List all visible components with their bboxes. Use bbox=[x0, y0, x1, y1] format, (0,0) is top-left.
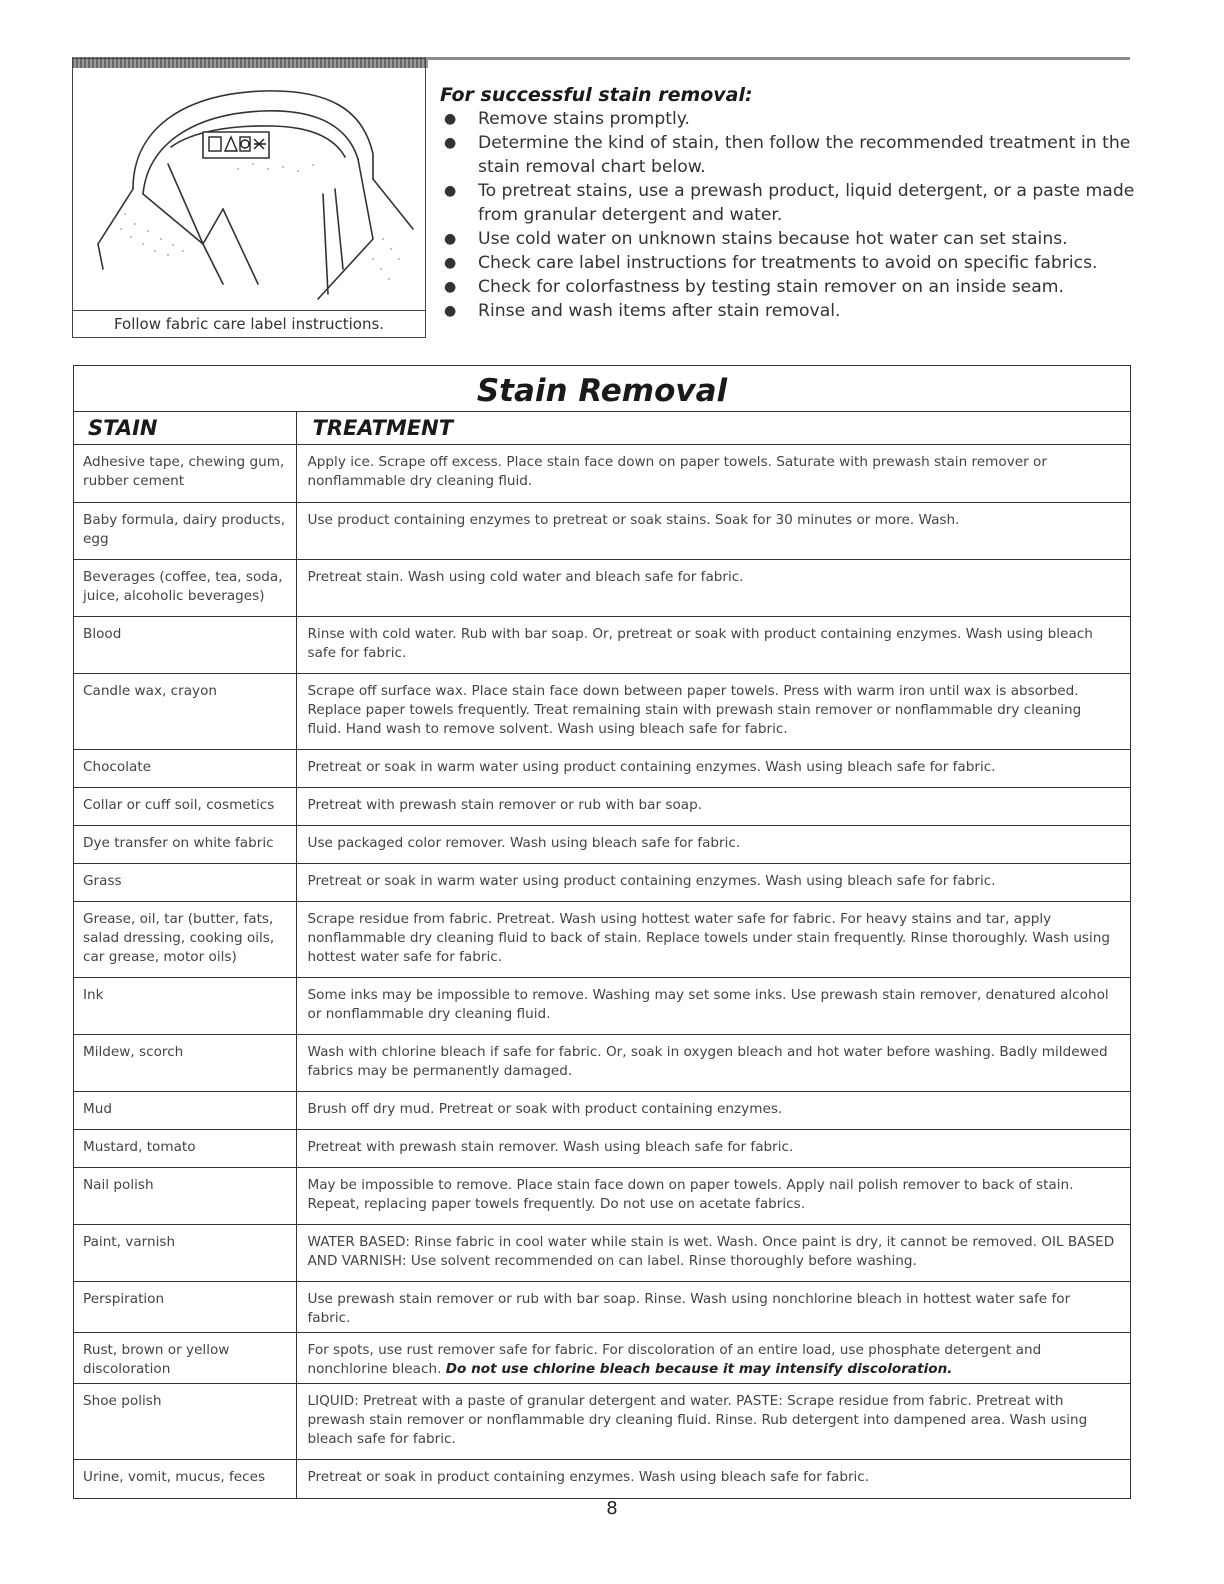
stain-cell: Adhesive tape, chewing gum, rubber cement bbox=[74, 445, 296, 503]
stain-cell: Blood bbox=[74, 617, 296, 674]
treatment-cell: Apply ice. Scrape off excess. Place stain face down on paper towels. Saturate with prewash stain remover or nonflammable dry cleaning fluid. bbox=[296, 445, 1130, 503]
header-stain: STAIN bbox=[74, 412, 296, 445]
table-header-row bbox=[74, 412, 1130, 445]
table-row bbox=[74, 978, 1130, 1035]
table-row bbox=[74, 1333, 1130, 1384]
table-row bbox=[74, 750, 1130, 788]
stain-cell: Grass bbox=[74, 864, 296, 902]
stain-cell: Urine, vomit, mucus, feces bbox=[74, 1460, 296, 1498]
tip-item: ● Use cold water on unknown stains because hot water can set stains. bbox=[444, 229, 1068, 249]
treatment-cell: Rinse with cold water. Rub with bar soap. Or, pretreat or soak with product containing enzymes. Wash using bleach safe for fabric. bbox=[296, 617, 1130, 674]
table-row bbox=[74, 1130, 1130, 1168]
treatment-cell: Pretreat stain. Wash using cold water and bleach safe for fabric. bbox=[296, 560, 1130, 617]
figure-caption: Follow fabric care label instructions. bbox=[73, 310, 425, 337]
stain-cell: Chocolate bbox=[74, 750, 296, 788]
treatment-cell: May be impossible to remove. Place stain face down on paper towels. Apply nail polish remover to back of stain. Repeat, replacing paper towels frequently. Do not use on acetate fabrics. bbox=[296, 1168, 1130, 1225]
tips-list bbox=[440, 107, 1140, 323]
tips-heading: For successful stain removal: bbox=[440, 84, 753, 106]
stain-cell: Mustard, tomato bbox=[74, 1130, 296, 1168]
bullet-icon: ● bbox=[444, 255, 457, 271]
table-title: Stain Removal bbox=[74, 366, 1130, 412]
table-row bbox=[74, 1384, 1130, 1460]
stain-cell: Nail polish bbox=[74, 1168, 296, 1225]
stain-cell: Paint, varnish bbox=[74, 1225, 296, 1282]
page-number: 8 bbox=[606, 1498, 618, 1519]
stain-cell: Perspiration bbox=[74, 1282, 296, 1333]
table-row bbox=[74, 1035, 1130, 1092]
stain-cell: Grease, oil, tar (butter, fats, salad dressing, cooking oils, car grease, motor oils) bbox=[74, 902, 296, 978]
stain-cell: Dye transfer on white fabric bbox=[74, 826, 296, 864]
table-row bbox=[74, 1092, 1130, 1130]
treatment-cell: Pretreat or soak in warm water using product containing enzymes. Wash using bleach safe for fabric. bbox=[296, 750, 1130, 788]
bullet-icon: ● bbox=[444, 231, 457, 247]
table-row bbox=[74, 1282, 1130, 1333]
treatment-cell: WATER BASED: Rinse fabric in cool water while stain is wet. Wash. Once paint is dry, it cannot be removed. OIL BASED AND VARNISH: Use solvent recommended on can label. Rinse thoroughly before washing. bbox=[296, 1225, 1130, 1282]
treatment-cell: Pretreat or soak in warm water using product containing enzymes. Wash using bleach safe for fabric. bbox=[296, 864, 1130, 902]
treatment-cell: Some inks may be impossible to remove. Washing may set some inks. Use prewash stain remover, denatured alcohol or nonflammable dry cleaning fluid. bbox=[296, 978, 1130, 1035]
treatment-cell: Use product containing enzymes to pretreat or soak stains. Soak for 30 minutes or more. Wash. bbox=[296, 503, 1130, 560]
bullet-icon: ● bbox=[444, 111, 457, 127]
stain-table bbox=[74, 412, 1130, 1498]
table-row bbox=[74, 503, 1130, 560]
bullet-icon: ● bbox=[444, 303, 457, 319]
stain-cell: Beverages (coffee, tea, soda, juice, alcoholic beverages) bbox=[74, 560, 296, 617]
care-label-figure bbox=[72, 58, 426, 338]
treatment-cell: Pretreat with prewash stain remover. Wash using bleach safe for fabric. bbox=[296, 1130, 1130, 1168]
stain-cell: Mildew, scorch bbox=[74, 1035, 296, 1092]
table-row bbox=[74, 445, 1130, 503]
treatment-cell: Pretreat with prewash stain remover or rub with bar soap. bbox=[296, 788, 1130, 826]
bullet-icon: ● bbox=[444, 135, 457, 151]
table-row bbox=[74, 826, 1130, 864]
bullet-icon: ● bbox=[444, 279, 457, 295]
table-row bbox=[74, 560, 1130, 617]
stain-removal-tips bbox=[440, 84, 1140, 323]
table-row bbox=[74, 902, 1130, 978]
tip-item: ● Remove stains promptly. bbox=[444, 109, 690, 129]
table-row bbox=[74, 1225, 1130, 1282]
stain-cell: Collar or cuff soil, cosmetics bbox=[74, 788, 296, 826]
tip-item: ● Determine the kind of stain, then follow the recommended treatment in the stain removal chart below. bbox=[444, 133, 1131, 177]
table-row bbox=[74, 617, 1130, 674]
table-row bbox=[74, 1168, 1130, 1225]
stain-cell: Baby formula, dairy products, egg bbox=[74, 503, 296, 560]
stain-removal-table bbox=[73, 365, 1131, 1499]
treatment-cell: Pretreat or soak in product containing enzymes. Wash using bleach safe for fabric. bbox=[296, 1460, 1130, 1498]
tip-item: ● Check care label instructions for treatments to avoid on specific fabrics. bbox=[444, 253, 1098, 273]
table-row bbox=[74, 1460, 1130, 1498]
shirt-collar-care-label-icon bbox=[73, 69, 425, 313]
header-treatment: TREATMENT bbox=[296, 412, 1130, 445]
treatment-cell: LIQUID: Pretreat with a paste of granular detergent and water. PASTE: Scrape residue from fabric. Pretreat with prewash stain remover or nonflammable dry cleaning fluid. Rinse. Rub detergent into dampened area. Wash using bleach safe for fabric. bbox=[296, 1384, 1130, 1460]
treatment-cell: Scrape residue from fabric. Pretreat. Wash using hottest water safe for fabric. For heavy stains and tar, apply nonflammable dry cleaning fluid to back of stain. Replace towels under stain frequently. Rinse thoroughly. Wash using hottest water safe for fabric. bbox=[296, 902, 1130, 978]
stain-cell: Shoe polish bbox=[74, 1384, 296, 1460]
stain-cell: Mud bbox=[74, 1092, 296, 1130]
stain-cell: Candle wax, crayon bbox=[74, 674, 296, 750]
tip-item: ● To pretreat stains, use a prewash product, liquid detergent, or a paste made from granular detergent and water. bbox=[444, 181, 1135, 225]
treatment-cell: Brush off dry mud. Pretreat or soak with product containing enzymes. bbox=[296, 1092, 1130, 1130]
bullet-icon: ● bbox=[444, 183, 457, 199]
table-row bbox=[74, 864, 1130, 902]
treatment-cell: For spots, use rust remover safe for fabric. For discoloration of an entire load, use phosphate detergent and nonchlorine bleach. Do not use chlorine bleach because it may intensify discoloration. bbox=[296, 1333, 1130, 1384]
treatment-warning: Do not use chlorine bleach because it may intensify discoloration. bbox=[445, 1361, 953, 1377]
treatment-cell: Use packaged color remover. Wash using bleach safe for fabric. bbox=[296, 826, 1130, 864]
table-row bbox=[74, 674, 1130, 750]
stain-cell: Ink bbox=[74, 978, 296, 1035]
tip-item: ● Rinse and wash items after stain removal. bbox=[444, 301, 841, 321]
treatment-cell: Wash with chlorine bleach if safe for fabric. Or, soak in oxygen bleach and hot water before washing. Badly mildewed fabrics may be permanently damaged. bbox=[296, 1035, 1130, 1092]
stain-cell: Rust, brown or yellow discoloration bbox=[74, 1333, 296, 1384]
table-row bbox=[74, 788, 1130, 826]
treatment-cell: Use prewash stain remover or rub with bar soap. Rinse. Wash using nonchlorine bleach in hottest water safe for fabric. bbox=[296, 1282, 1130, 1333]
treatment-cell: Scrape off surface wax. Place stain face down between paper towels. Press with warm iron until wax is absorbed. Replace paper towels frequently. Treat remaining stain with prewash stain remover or nonflammable dry cleaning fluid. Hand wash to remove solvent. Wash using bleach safe for fabric. bbox=[296, 674, 1130, 750]
tip-item: ● Check for colorfastness by testing stain remover on an inside seam. bbox=[444, 277, 1064, 297]
